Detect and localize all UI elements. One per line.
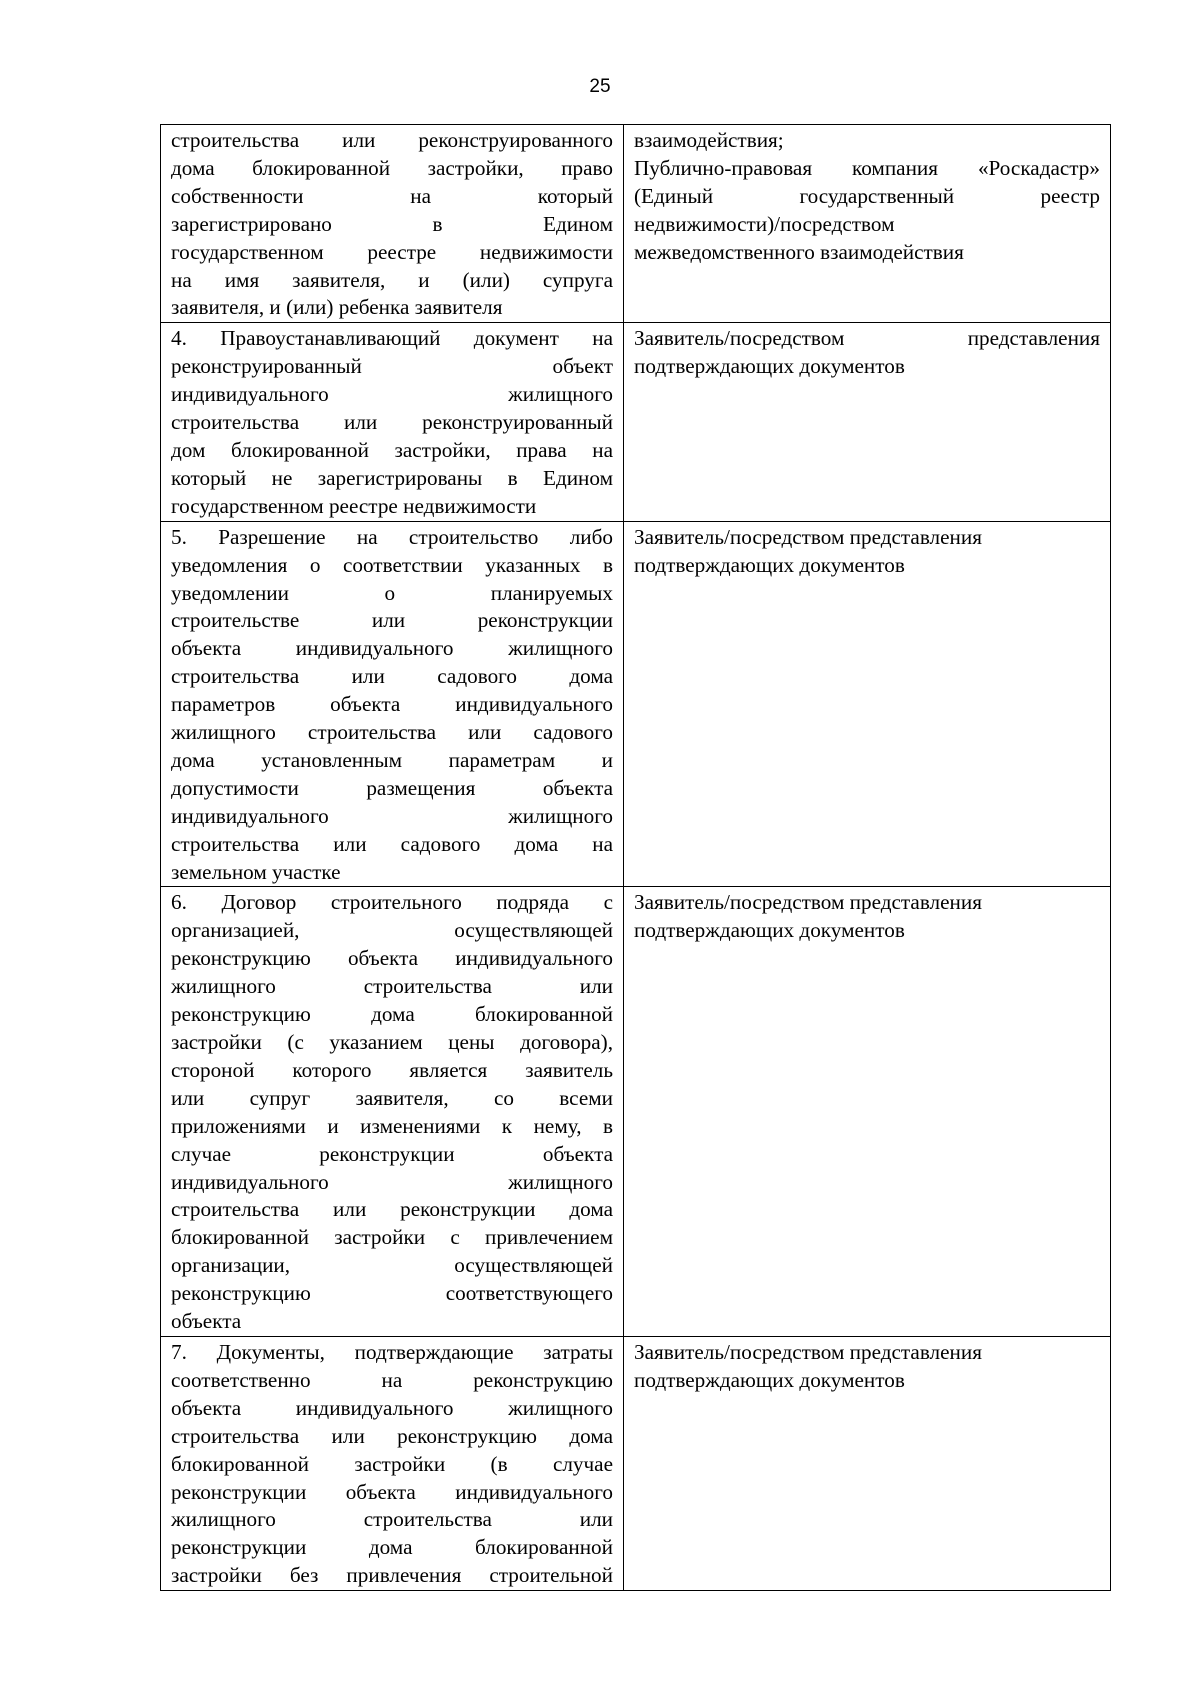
text-line: жилищного строительства или: [171, 974, 613, 999]
text-line: строительства или реконструированный: [171, 410, 613, 435]
text-line: строительства или садового дома: [171, 664, 613, 689]
text-line: дома блокированной застройки, право: [171, 155, 613, 180]
text-line: реконструкции объекта индивидуального: [171, 1479, 613, 1504]
document-description-cell: [161, 323, 624, 521]
table-row: [161, 887, 1111, 1337]
text-line: уведомления о соответствии указанных в: [171, 552, 613, 577]
text-line: дом блокированной застройки, права на: [171, 437, 613, 462]
text-line: застройки без привлечения строительной: [171, 1563, 613, 1588]
text-line: строительства или реконструкции дома: [171, 1197, 613, 1222]
text-line: приложениями и изменениями к нему, в: [171, 1113, 613, 1138]
text-line: организации, осуществляющей: [171, 1253, 613, 1278]
text-line: государственном реестре недвижимости: [171, 239, 613, 264]
text-line: Заявитель/посредством представления: [634, 524, 982, 549]
text-line: 6. Договор строительного подряда с: [171, 890, 613, 915]
text-line: строительстве или реконструкции: [171, 608, 613, 633]
text-line: взаимодействия;: [634, 128, 784, 152]
text-line: индивидуального жилищного: [171, 382, 613, 407]
text-line: блокированной застройки с привлечением: [171, 1225, 613, 1250]
document-source-cell: [624, 521, 1111, 887]
table-row: [161, 521, 1111, 887]
text-line: земельном участке: [171, 859, 341, 884]
table-row: [161, 1336, 1111, 1590]
page-number: 25: [589, 76, 611, 97]
text-line: реконструированный объект: [171, 354, 613, 379]
document-source-cell: [624, 887, 1111, 1337]
text-line: государственном реестре недвижимости: [171, 493, 537, 518]
text-line: (Единый государственный реестр: [634, 183, 1100, 208]
text-line: который не зарегистрированы в Едином: [171, 465, 613, 490]
text-line: уведомлении о планируемых: [171, 580, 613, 605]
text-line: блокированной застройки (в случае: [171, 1451, 613, 1476]
text-line: подтверждающих документов: [634, 918, 905, 943]
text-line: недвижимости)/посредством: [634, 211, 895, 236]
document-description-cell: [161, 1336, 624, 1590]
text-line: на имя заявителя, и (или) супруга: [171, 267, 613, 292]
text-line: Заявитель/посредством представления: [634, 326, 1100, 351]
text-line: строительства или садового дома на: [171, 831, 613, 856]
table-row: [161, 125, 1111, 323]
table-row: [161, 323, 1111, 521]
text-line: подтверждающих документов: [634, 1367, 905, 1392]
text-line: Заявитель/посредством представления: [634, 890, 982, 915]
text-line: соответственно на реконструкцию: [171, 1367, 613, 1392]
text-line: реконструкции дома блокированной: [171, 1535, 613, 1560]
text-line: застройки (с указанием цены договора),: [171, 1030, 613, 1054]
text-line: подтверждающих документов: [634, 354, 905, 379]
text-line: объекта индивидуального жилищного: [171, 636, 613, 661]
text-line: индивидуального жилищного: [171, 803, 613, 828]
text-line: жилищного строительства или: [171, 1507, 613, 1532]
text-line: или супруг заявителя, со всеми: [171, 1085, 613, 1110]
text-line: 5. Разрешение на строительство либо: [171, 524, 613, 549]
text-line: 4. Правоустанавливающий документ на: [171, 326, 613, 351]
document-source-cell: [624, 125, 1111, 323]
text-line: строительства или реконструкцию дома: [171, 1423, 613, 1448]
documents-table: [160, 124, 1111, 1591]
text-line: организацией, осуществляющей: [171, 918, 613, 943]
documents-table-body: [161, 125, 1111, 1591]
text-line: случае реконструкции объекта: [171, 1141, 613, 1166]
text-line: стороной которого является заявитель: [171, 1057, 613, 1082]
text-line: жилищного строительства или садового: [171, 720, 613, 745]
document-description-cell: [161, 887, 624, 1337]
document-description-cell: [161, 521, 624, 887]
text-line: реконструкцию дома блокированной: [171, 1002, 613, 1027]
text-line: реконструкцию соответствующего: [171, 1281, 613, 1306]
text-line: параметров объекта индивидуального: [171, 692, 613, 717]
text-line: 7. Документы, подтверждающие затраты: [171, 1339, 613, 1364]
text-line: подтверждающих документов: [634, 552, 905, 577]
text-line: реконструкцию объекта индивидуального: [171, 946, 613, 971]
text-line: Заявитель/посредством представления: [634, 1339, 982, 1364]
document-source-cell: [624, 1336, 1111, 1590]
text-line: заявителя, и (или) ребенка заявителя: [171, 295, 503, 320]
text-line: дома установленным параметрам и: [171, 747, 613, 772]
text-line: допустимости размещения объекта: [171, 775, 613, 800]
text-line: индивидуального жилищного: [171, 1169, 613, 1194]
text-line: межведомственного взаимодействия: [634, 239, 964, 264]
document-description-cell: [161, 125, 624, 323]
text-line: объекта индивидуального жилищного: [171, 1395, 613, 1420]
text-line: Публично-правовая компания «Роскадастр»: [634, 155, 1100, 180]
text-line: собственности на который: [171, 183, 613, 208]
text-line: объекта: [171, 1309, 242, 1334]
text-line: зарегистрировано в Едином: [171, 211, 613, 236]
text-line: строительства или реконструированного: [171, 128, 613, 152]
document-source-cell: [624, 323, 1111, 521]
